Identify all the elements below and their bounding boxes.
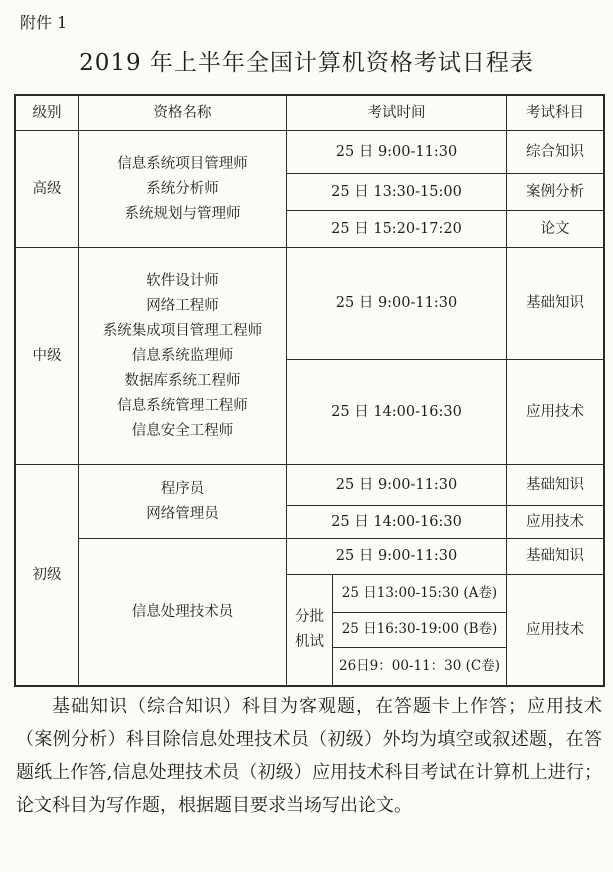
level-intermediate: 中级: [32, 347, 62, 364]
intermediate-qualification-names: [79, 248, 286, 464]
page-title: 2019 年上半年全国计算机资格考试日程表: [79, 50, 534, 76]
qualification-name: 系统集成项目管理工程师: [102, 322, 263, 339]
header-level: 级别: [32, 104, 62, 121]
header-qualification: 资格名称: [153, 104, 212, 121]
exam-subject: 案例分析: [526, 183, 584, 200]
exam-time: 25 日 15:20-17:20: [331, 220, 462, 237]
qualification-name: 系统分析师: [146, 180, 219, 197]
level-senior: 高级: [32, 180, 62, 197]
qualification-name: 信息系统监理师: [131, 347, 234, 364]
exam-time: 25 日 14:00-16:30: [331, 403, 462, 420]
batch-label-line: 机试: [295, 634, 324, 650]
exam-subject: 应用技术: [526, 621, 584, 638]
attachment-label: 附件 1: [20, 13, 68, 32]
level-junior: 初级: [32, 566, 62, 583]
header-time: 考试时间: [367, 104, 426, 121]
exam-subject: 综合知识: [526, 143, 584, 160]
exam-time: 25 日 9:00-11:30: [335, 548, 458, 565]
exam-time: 25 日 14:00-16:30: [331, 513, 462, 530]
exam-subject: 基础知识: [526, 295, 584, 312]
note-text: 基础知识（综合知识）科目为客观题，在答题卡上作答；应用技术（案例分析）科目除信息处理技术员（初级）外均为填空或叙述题，在答题纸上作答,信息处理技术员（初级）应用技术科目考试在计算机上进行；论文科目为写作题，根据题目要求当场写出论文。: [16, 696, 602, 816]
exam-subject: 应用技术: [526, 403, 584, 420]
exam-subject: 应用技术: [526, 513, 584, 530]
qualification-name: 数据库系统工程师: [124, 372, 241, 389]
qualification-name: 网络管理员: [146, 505, 219, 522]
junior-qualification-names: [79, 465, 286, 538]
exam-time: 25 日 9:00-11:30: [335, 143, 458, 160]
qualification-name: 系统规划与管理师: [124, 205, 241, 222]
qualification-name: 网络工程师: [146, 297, 219, 314]
header-subject: 考试科目: [526, 104, 584, 121]
batch-time: 25 日13:00-15:30 (A卷): [341, 584, 498, 601]
qualification-name: 信息系统项目管理师: [117, 155, 248, 172]
qualification-name: 软件设计师: [146, 272, 219, 289]
qualification-name: 信息系统管理工程师: [117, 397, 248, 414]
batch-time: 25 日16:30-19:00 (B卷): [341, 621, 498, 638]
batch-label: [287, 575, 332, 685]
exam-subject: 基础知识: [526, 476, 584, 493]
batch-time: 26日9：00-11：30 (C卷): [338, 657, 501, 674]
exam-time: 25 日 13:30-15:00: [331, 183, 462, 200]
exam-subject: 论文: [540, 220, 570, 237]
exam-subject: 基础知识: [526, 548, 584, 565]
qualification-name: 信息处理技术员: [131, 603, 234, 620]
exam-time: 25 日 9:00-11:30: [335, 476, 458, 493]
qualification-name: 程序员: [160, 480, 205, 497]
exam-time: 25 日 9:00-11:30: [335, 295, 458, 312]
exam-note: [16, 690, 602, 822]
schedule-table: [14, 94, 605, 687]
batch-label-line: 分批: [295, 609, 324, 625]
qualification-name: 信息安全工程师: [131, 422, 234, 439]
senior-qualification-names: [79, 131, 286, 247]
